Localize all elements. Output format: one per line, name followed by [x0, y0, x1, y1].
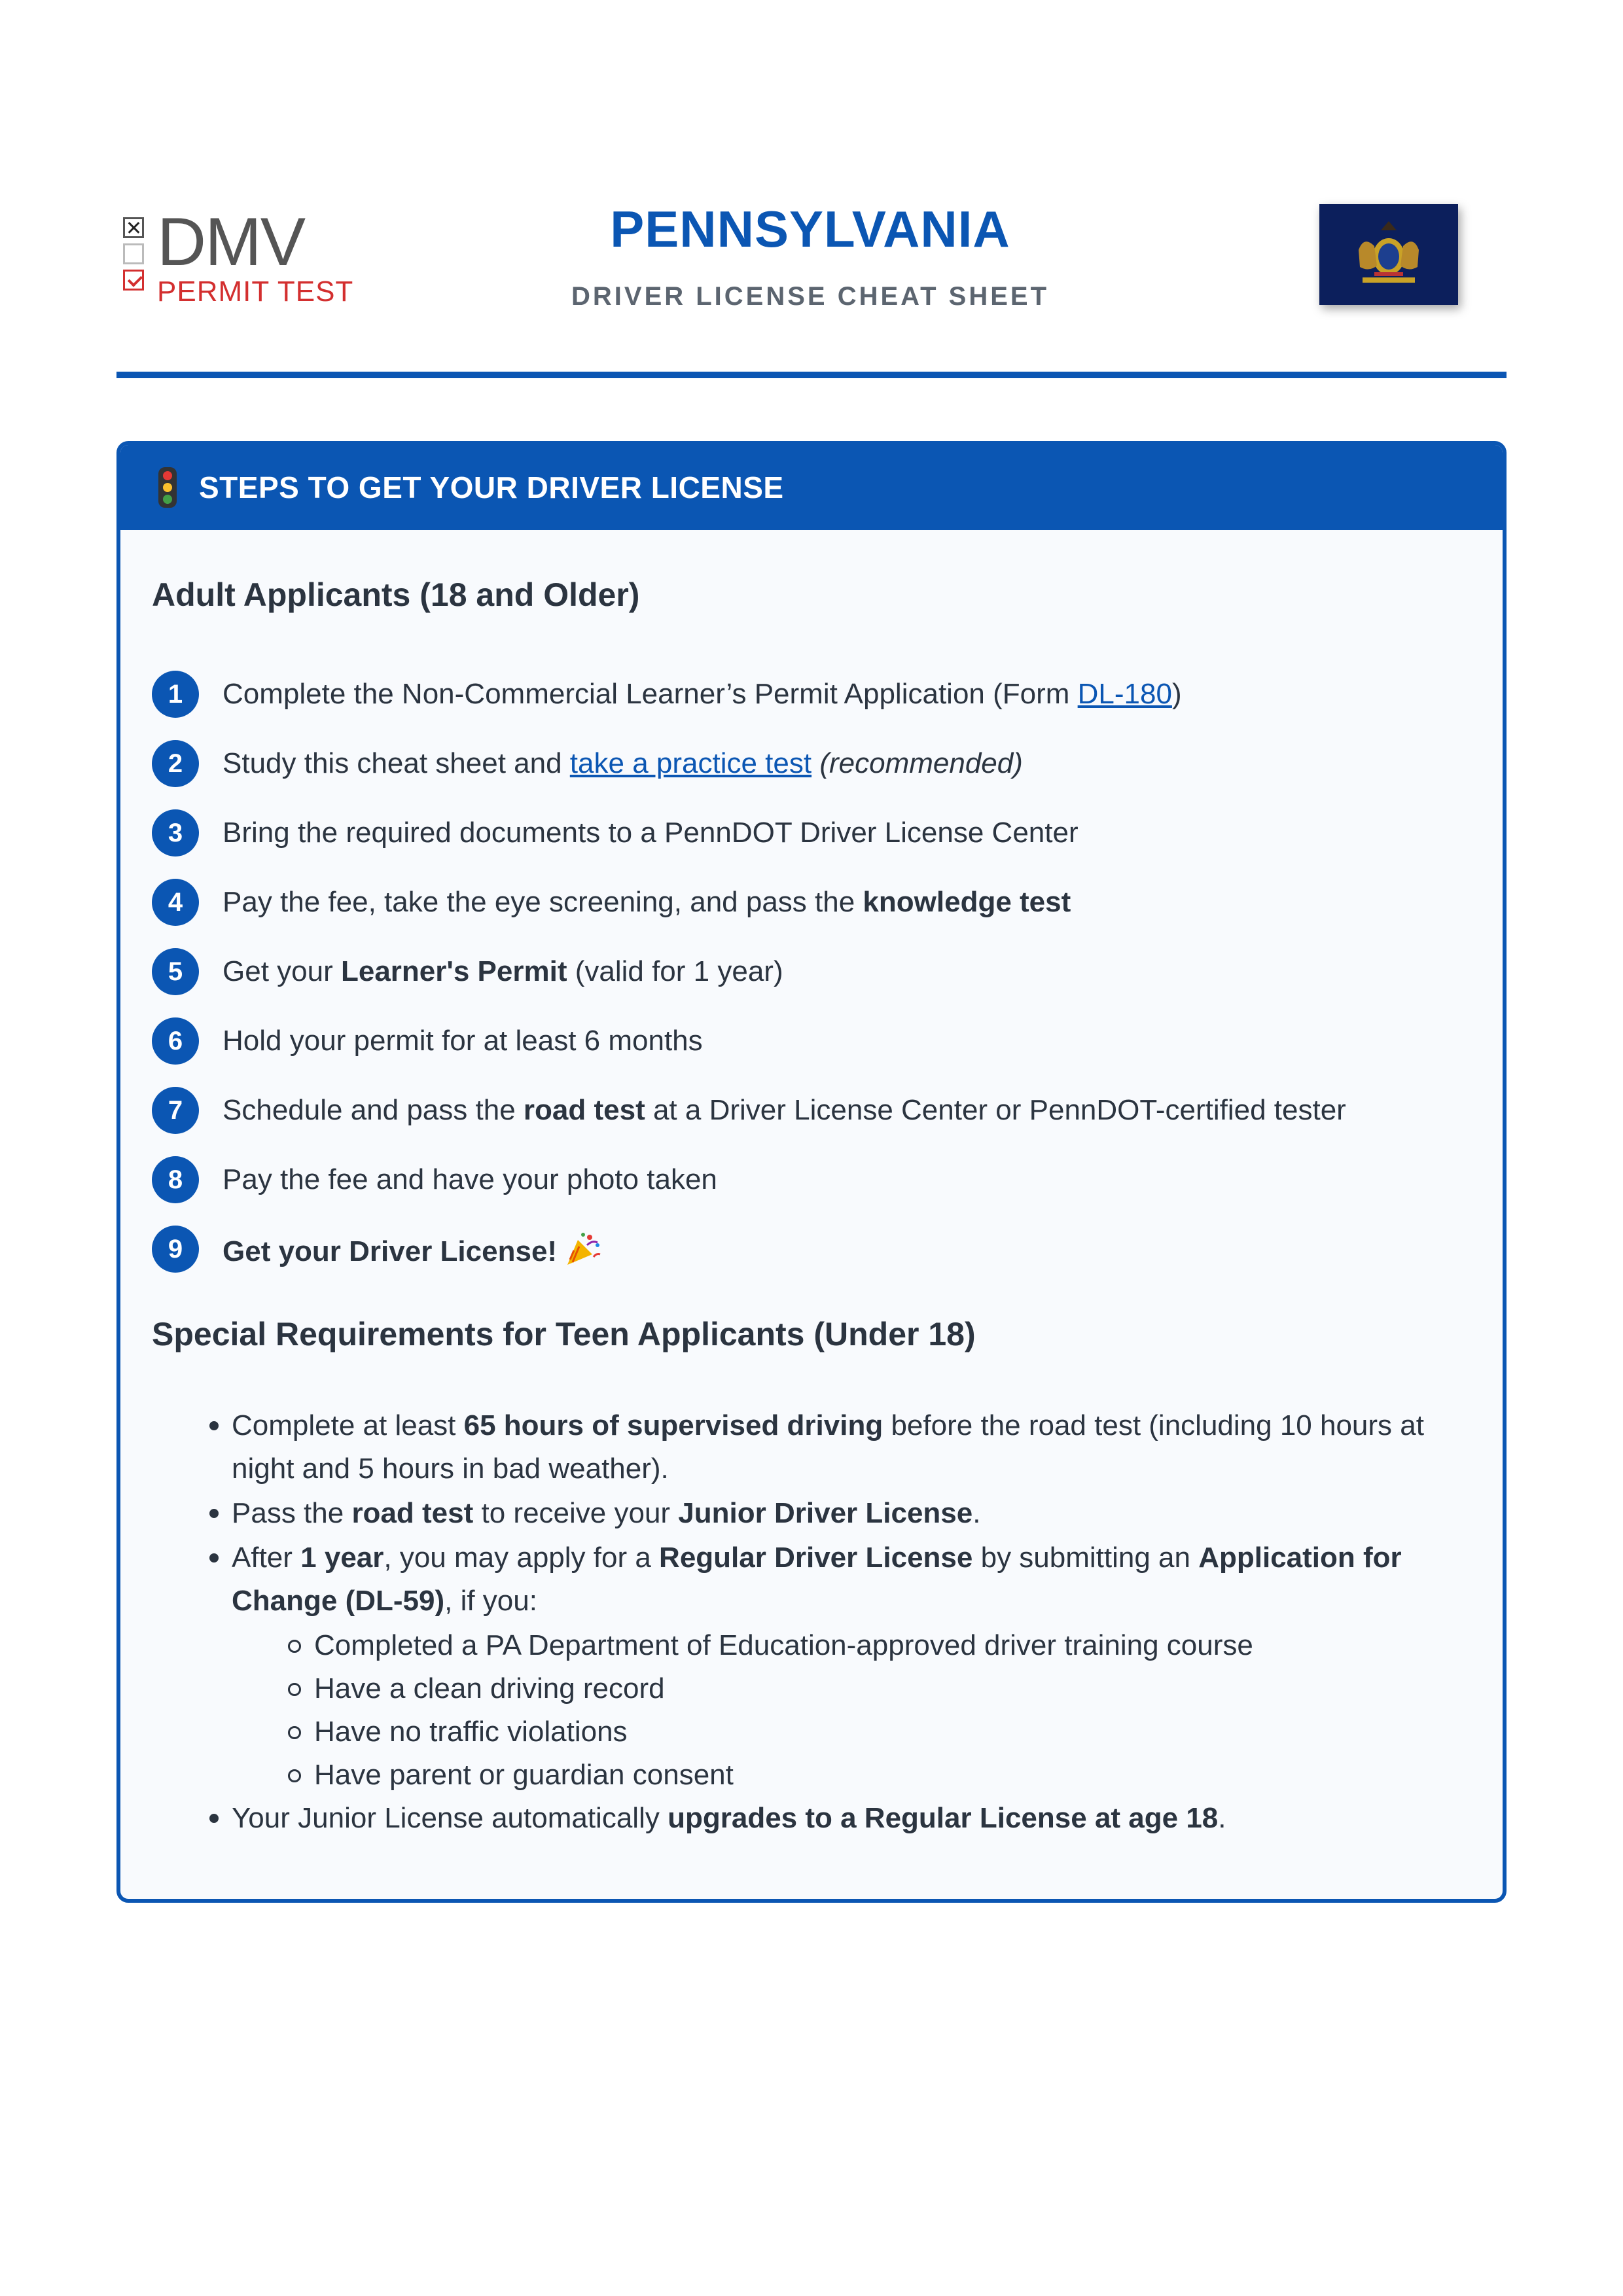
- list-item: [152, 798, 1461, 868]
- empty-box-icon: [123, 243, 144, 264]
- step-text: Schedule and pass the road test at a Driver License Center or PennDOT-certified tester: [223, 1094, 1346, 1126]
- step-text: Bring the required documents to a PennDOT Driver License Center: [223, 817, 1079, 849]
- step-number: 8: [152, 1156, 199, 1203]
- list-item: [152, 660, 1461, 729]
- adult-section-title: Adult Applicants (18 and Older): [152, 576, 640, 613]
- step-number: 9: [152, 1226, 199, 1273]
- step-text: Study this cheat sheet and take a practice test (recommended): [223, 747, 1023, 779]
- header-titles: [457, 196, 1164, 311]
- page-subtitle: DRIVER LICENSE CHEAT SHEET: [571, 282, 1049, 311]
- step-text: Get your Learner's Permit (valid for 1 year): [223, 955, 783, 987]
- pennsylvania-flag-icon: [1319, 204, 1458, 305]
- card-title: STEPS TO GET YOUR DRIVER LICENSE: [199, 470, 784, 504]
- header-divider: [116, 372, 1507, 378]
- teen-section-title: Special Requirements for Teen Applicants (Under 18): [152, 1316, 976, 1352]
- step-text: Complete the Non-Commercial Learner’s Permit Application (Form DL-180): [223, 678, 1182, 710]
- list-item: Pass the road test to receive your Junior Driver License.: [232, 1492, 1475, 1535]
- step-text: Pay the fee, take the eye screening, and pass the knowledge test: [223, 886, 1071, 918]
- list-item: [152, 937, 1461, 1006]
- party-popper-icon: [563, 1231, 603, 1267]
- step-number: 6: [152, 1017, 199, 1065]
- sub-list-item: Have a clean driving record: [232, 1667, 1475, 1710]
- dmv-permit-test-logo[interactable]: [123, 204, 359, 309]
- card-header: [120, 445, 1503, 530]
- list-item: [152, 729, 1461, 798]
- checkbox-mark-icons: [123, 217, 145, 296]
- sub-list-item: Have no traffic violations: [232, 1710, 1475, 1754]
- step-number: 1: [152, 671, 199, 718]
- list-item: [152, 1214, 1461, 1284]
- list-item: [152, 1145, 1461, 1214]
- traffic-light-icon: [158, 467, 177, 508]
- step-text: Pay the fee and have your photo taken: [223, 1163, 717, 1195]
- teen-requirements-list: [232, 1404, 1475, 1841]
- practice-test-link[interactable]: take a practice test: [569, 747, 812, 779]
- dl-180-link[interactable]: DL-180: [1077, 678, 1172, 710]
- sub-list-item: Have parent or guardian consent: [232, 1754, 1475, 1797]
- list-item: [152, 1006, 1461, 1076]
- logo-tagline: PERMIT TEST: [157, 275, 354, 308]
- steps-card: [116, 441, 1507, 1903]
- x-box-icon: [123, 217, 144, 238]
- list-item: Complete at least 65 hours of supervised driving before the road test (including 10 hours at night and 5 hours in bad weather).: [232, 1404, 1475, 1491]
- list-item: [152, 868, 1461, 937]
- page-header: [116, 196, 1507, 386]
- list-item: [152, 1076, 1461, 1145]
- logo-brand: DMV: [157, 204, 305, 280]
- step-number: 4: [152, 879, 199, 926]
- steps-list: [152, 660, 1461, 1284]
- sub-list-item: Completed a PA Department of Education-approved driver training course: [232, 1624, 1475, 1667]
- step-number: 2: [152, 740, 199, 787]
- list-item: After 1 year, you may apply for a Regular Driver License by submitting an Application for Change (DL-59), if you:: [232, 1536, 1475, 1623]
- checked-box-icon: [123, 270, 144, 291]
- step-number: 7: [152, 1087, 199, 1134]
- list-item: Your Junior License automatically upgrades to a Regular License at age 18.: [232, 1797, 1475, 1840]
- step-text: Hold your permit for at least 6 months: [223, 1025, 703, 1057]
- page-title: PENNSYLVANIA: [610, 200, 1010, 258]
- step-number: 5: [152, 948, 199, 995]
- step-text: Get your Driver License!: [223, 1231, 603, 1268]
- step-number: 3: [152, 809, 199, 857]
